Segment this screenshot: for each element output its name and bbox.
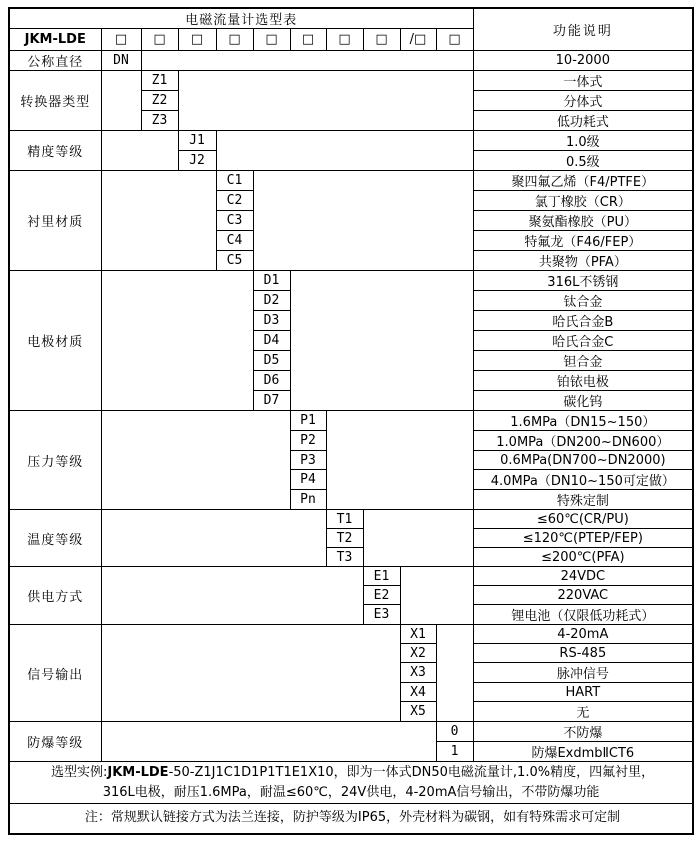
option-code: J1 [178, 131, 216, 151]
category-label-power: 供电方式 [9, 567, 101, 625]
option-description: 聚氨酯橡胶（PU） [473, 211, 693, 231]
option-code: D1 [253, 271, 290, 291]
option-description: 4-20mA [473, 625, 693, 644]
model-code-slot-4: □ [216, 29, 253, 51]
option-code: C1 [216, 171, 253, 191]
option-code: 0 [436, 722, 473, 742]
option-description: 特殊定制 [473, 490, 693, 510]
category-label-temperature: 温度等级 [9, 510, 101, 567]
spacer-cell [101, 567, 363, 625]
option-code: J2 [178, 151, 216, 171]
option-description: 特氟龙（F46/FEP） [473, 231, 693, 251]
option-description: 不防爆 [473, 722, 693, 742]
option-description: 分体式 [473, 91, 693, 111]
category-label-converter: 转换器类型 [9, 71, 101, 131]
option-description: 4.0MPa（DN10~150可定做） [473, 470, 693, 490]
option-code: D3 [253, 311, 290, 331]
option-description: 低功耗式 [473, 111, 693, 131]
option-code: 1 [436, 742, 473, 762]
example-model-code: JKM-LDE [107, 764, 169, 780]
model-code-slot-2: □ [141, 29, 178, 51]
option-code: X3 [400, 663, 436, 683]
option-code: P1 [290, 411, 326, 431]
option-code: C5 [216, 251, 253, 271]
spacer-cell [178, 71, 473, 131]
option-code: X1 [400, 625, 436, 644]
option-code: E2 [363, 586, 400, 605]
option-code: D7 [253, 391, 290, 411]
example-prefix: 选型实例: [50, 764, 108, 780]
option-description: 24VDC [473, 567, 693, 586]
spacer-cell [101, 171, 216, 271]
option-description: 1.0级 [473, 131, 693, 151]
model-code-slot-3: □ [178, 29, 216, 51]
option-description: 无 [473, 702, 693, 722]
model-code-slot-8: □ [363, 29, 400, 51]
footnote-text: 注：常规默认链接方式为法兰连接，防护等级为IP65，外壳材料为碳钢，如有特殊需求可定制 [84, 810, 621, 826]
option-code: D4 [253, 331, 290, 351]
category-label-accuracy: 精度等级 [9, 131, 101, 171]
option-code: T3 [326, 548, 363, 567]
option-code: D6 [253, 371, 290, 391]
option-description: 共聚物（PFA） [473, 251, 693, 271]
option-code: E3 [363, 605, 400, 625]
option-code: P2 [290, 431, 326, 451]
spacer-cell [101, 510, 326, 567]
option-description: 氯丁橡胶（CR） [473, 191, 693, 211]
option-code: C2 [216, 191, 253, 211]
option-description: ≤60℃(CR/PU) [473, 510, 693, 529]
option-description: 聚四氟乙烯（F4/PTFE） [473, 171, 693, 191]
category-label-pressure: 压力等级 [9, 411, 101, 510]
function-column-header: 功能说明 [473, 8, 693, 51]
option-description: 哈氏合金C [473, 331, 693, 351]
option-description: 1.0MPa（DN200~DN600） [473, 431, 693, 451]
spacer-cell [253, 171, 473, 271]
option-code: X5 [400, 702, 436, 722]
option-code: Pn [290, 490, 326, 510]
option-description: 碳化钨 [473, 391, 693, 411]
option-description: 钽合金 [473, 351, 693, 371]
spacer-cell [141, 51, 473, 71]
option-description: 316L不锈钢 [473, 271, 693, 291]
option-code: D2 [253, 291, 290, 311]
option-code: E1 [363, 567, 400, 586]
category-label-explosion: 防爆等级 [9, 722, 101, 762]
spacer-cell [436, 625, 473, 722]
spacer-cell [101, 271, 253, 411]
model-code-label: JKM-LDE [9, 29, 101, 51]
option-code: P3 [290, 451, 326, 470]
model-code-slot-6: □ [290, 29, 326, 51]
option-description: 钛合金 [473, 291, 693, 311]
option-description: ≤200℃(PFA) [473, 548, 693, 567]
option-description: 铂铱电极 [473, 371, 693, 391]
selection-example-line1 [10, 763, 692, 783]
option-description: 220VAC [473, 586, 693, 605]
option-description: HART [473, 683, 693, 702]
selection-example [9, 762, 693, 804]
spacer-cell [400, 567, 473, 625]
option-description: 0.6MPa(DN700~DN2000) [473, 451, 693, 470]
spacer-cell [101, 411, 290, 510]
model-code-slot-1: □ [101, 29, 141, 51]
option-description: ≤120℃(PTEP/FEP) [473, 529, 693, 548]
option-description: 一体式 [473, 71, 693, 91]
selection-table [8, 7, 694, 835]
option-description: 防爆ExdmbⅡCT6 [473, 742, 693, 762]
example-rest: -50-Z1J1C1D1P1T1E1X10，即为一体式DN50电磁流量计,1.0%精度，四氟衬里， [168, 764, 655, 780]
model-code-slot-7: □ [326, 29, 363, 51]
category-label-signal: 信号输出 [9, 625, 101, 722]
footnote [9, 804, 693, 834]
table-title: 电磁流量计选型表 [9, 8, 473, 29]
model-code-slot-9: /□ [400, 29, 436, 51]
option-description: RS-485 [473, 644, 693, 663]
option-code: Z1 [141, 71, 178, 91]
model-code-slot-5: □ [253, 29, 290, 51]
option-description: 1.6MPa（DN15~150） [473, 411, 693, 431]
option-code: Z3 [141, 111, 178, 131]
spacer-cell [216, 131, 473, 171]
spacer-cell [101, 71, 141, 131]
option-description-dn: 10-2000 [473, 51, 693, 71]
option-code-dn: DN [101, 51, 141, 71]
option-code: D5 [253, 351, 290, 371]
category-label-diameter: 公称直径 [9, 51, 101, 71]
selection-example-line2: 316L电极，耐压1.6MPa，耐温≤60℃，24V供电，4-20mA信号输出，不带防爆功能 [102, 784, 600, 800]
option-description: 0.5级 [473, 151, 693, 171]
option-code: C4 [216, 231, 253, 251]
spacer-cell [363, 510, 473, 567]
option-description: 哈氏合金B [473, 311, 693, 331]
spacer-cell [101, 131, 178, 171]
option-code: T1 [326, 510, 363, 529]
option-code: C3 [216, 211, 253, 231]
model-code-slot-10: □ [436, 29, 473, 51]
spacer-cell [290, 271, 473, 411]
option-description: 锂电池（仅限低功耗式） [473, 605, 693, 625]
category-label-lining: 衬里材质 [9, 171, 101, 271]
option-description: 脉冲信号 [473, 663, 693, 683]
spacer-cell [101, 722, 436, 762]
option-code: P4 [290, 470, 326, 490]
option-code: Z2 [141, 91, 178, 111]
option-code: X4 [400, 683, 436, 702]
option-code: X2 [400, 644, 436, 663]
spacer-cell [101, 625, 400, 722]
spacer-cell [326, 411, 473, 510]
option-code: T2 [326, 529, 363, 548]
category-label-electrode: 电极材质 [9, 271, 101, 411]
